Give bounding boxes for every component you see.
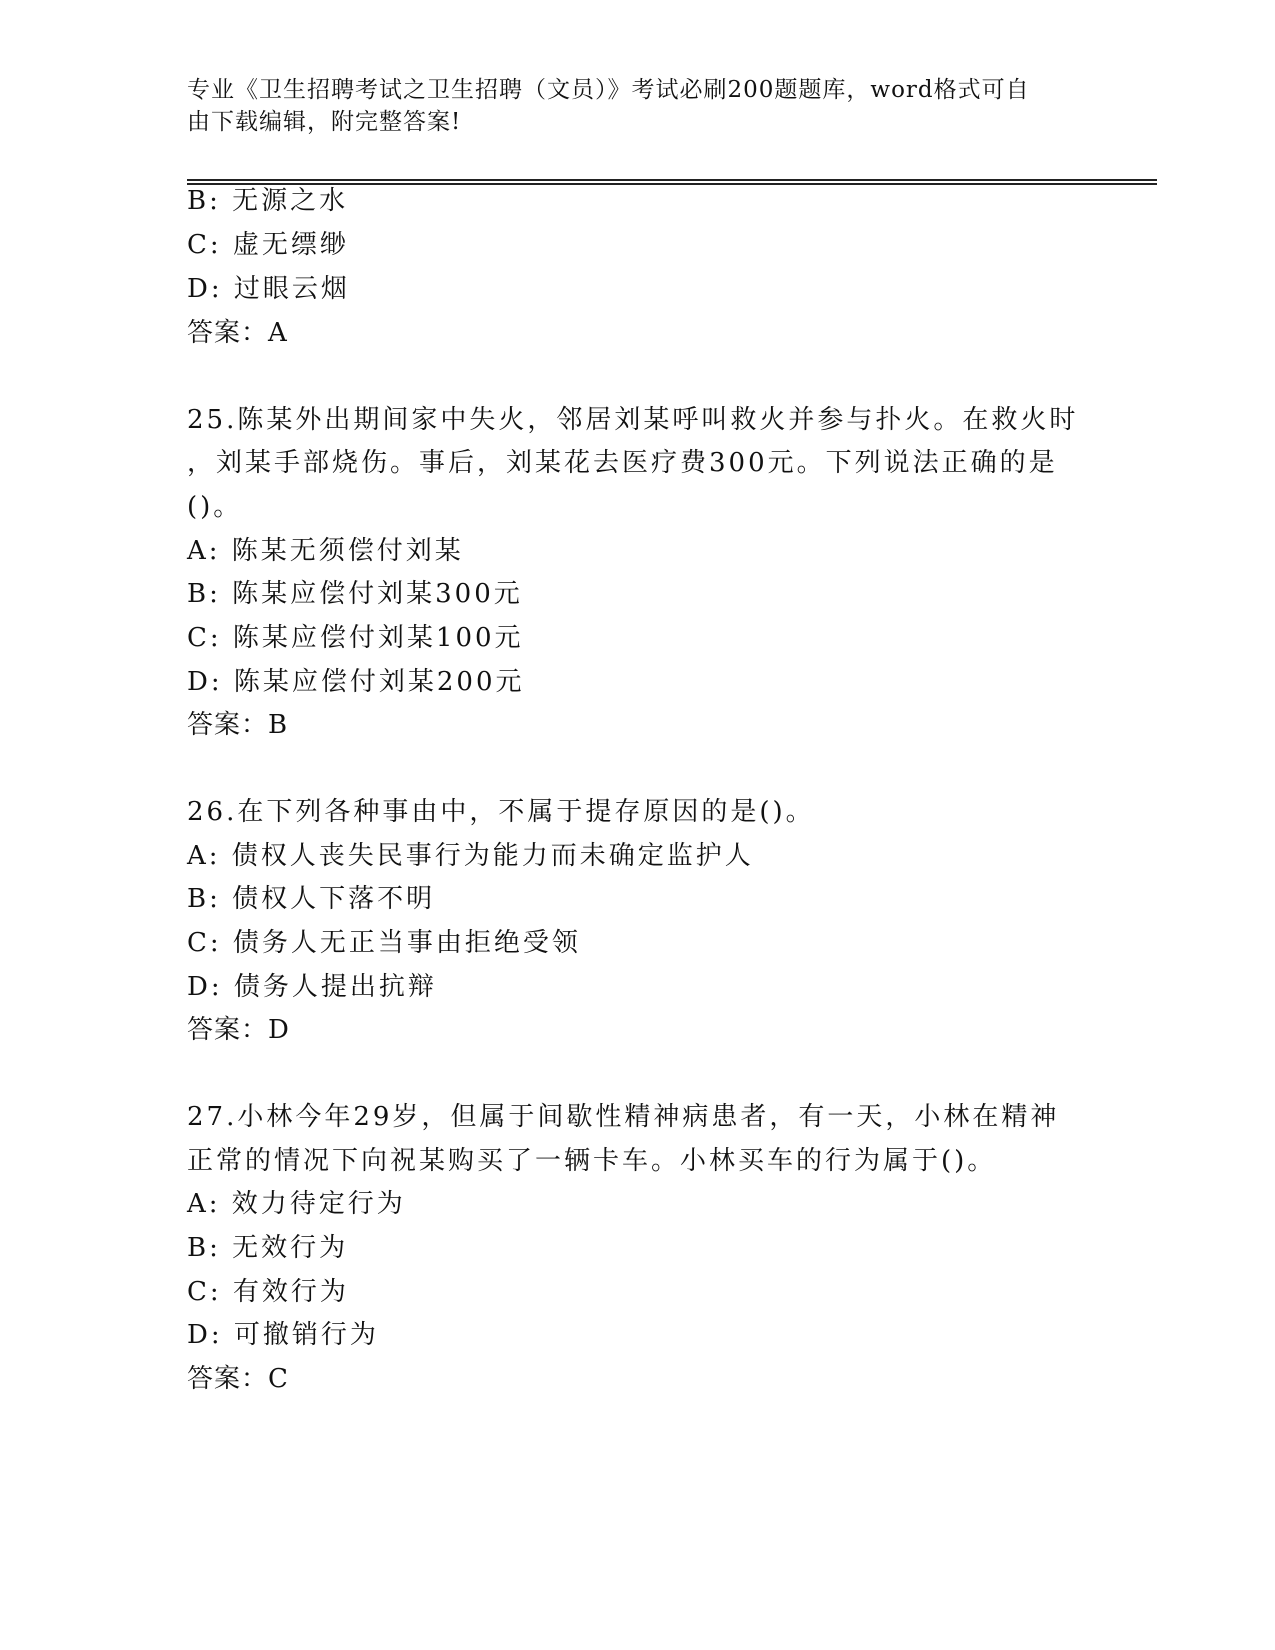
option-c: C: 有效行为 bbox=[187, 1277, 349, 1307]
option-b: B: 陈某应偿付刘某300元 bbox=[187, 579, 523, 609]
answer-line: 答案：B bbox=[187, 710, 289, 740]
header-line: 由下载编辑，附完整答案! bbox=[187, 109, 462, 135]
header-line: 专业《卫生招聘考试之卫生招聘（文员）》考试必刷200题题库，word格式可自 bbox=[187, 77, 1030, 103]
option-c: C: 虚无缥缈 bbox=[187, 230, 349, 260]
question-stem: ，刘某手部烧伤。事后，刘某花去医疗费300元。下列说法正确的是 bbox=[187, 448, 1058, 478]
option-a: A: 效力待定行为 bbox=[187, 1189, 406, 1219]
answer-line: 答案：A bbox=[187, 318, 288, 348]
option-b: B: 无源之水 bbox=[187, 186, 349, 216]
document-header bbox=[187, 74, 1067, 138]
option-d: D: 债务人提出抗辩 bbox=[187, 972, 437, 1002]
question-stem: 26.在下列各种事由中，不属于提存原因的是()。 bbox=[187, 797, 815, 827]
question-stem: 正常的情况下向祝某购买了一辆卡车。小林买车的行为属于()。 bbox=[187, 1146, 997, 1176]
option-b: B: 无效行为 bbox=[187, 1233, 349, 1263]
option-d: D: 陈某应偿付刘某200元 bbox=[187, 667, 525, 697]
option-c: C: 债务人无正当事由拒绝受领 bbox=[187, 928, 581, 958]
option-d: D: 可撤销行为 bbox=[187, 1320, 379, 1350]
question-stem: 25.陈某外出期间家中失火，邻居刘某呼叫救火并参与扑火。在救火时 bbox=[187, 405, 1079, 435]
option-a: A: 债权人丧失民事行为能力而未确定监护人 bbox=[187, 841, 754, 871]
option-d: D: 过眼云烟 bbox=[187, 274, 350, 304]
question-stem: 27.小林今年29岁，但属于间歇性精神病患者，有一天，小林在精神 bbox=[187, 1102, 1060, 1132]
option-c: C: 陈某应偿付刘某100元 bbox=[187, 623, 524, 653]
header-divider bbox=[187, 179, 1157, 181]
question-stem: ()。 bbox=[187, 492, 243, 522]
option-a: A: 陈某无须偿付刘某 bbox=[187, 536, 464, 566]
answer-line: 答案：C bbox=[187, 1364, 289, 1394]
answer-line: 答案：D bbox=[187, 1015, 290, 1045]
option-b: B: 债权人下落不明 bbox=[187, 884, 436, 914]
